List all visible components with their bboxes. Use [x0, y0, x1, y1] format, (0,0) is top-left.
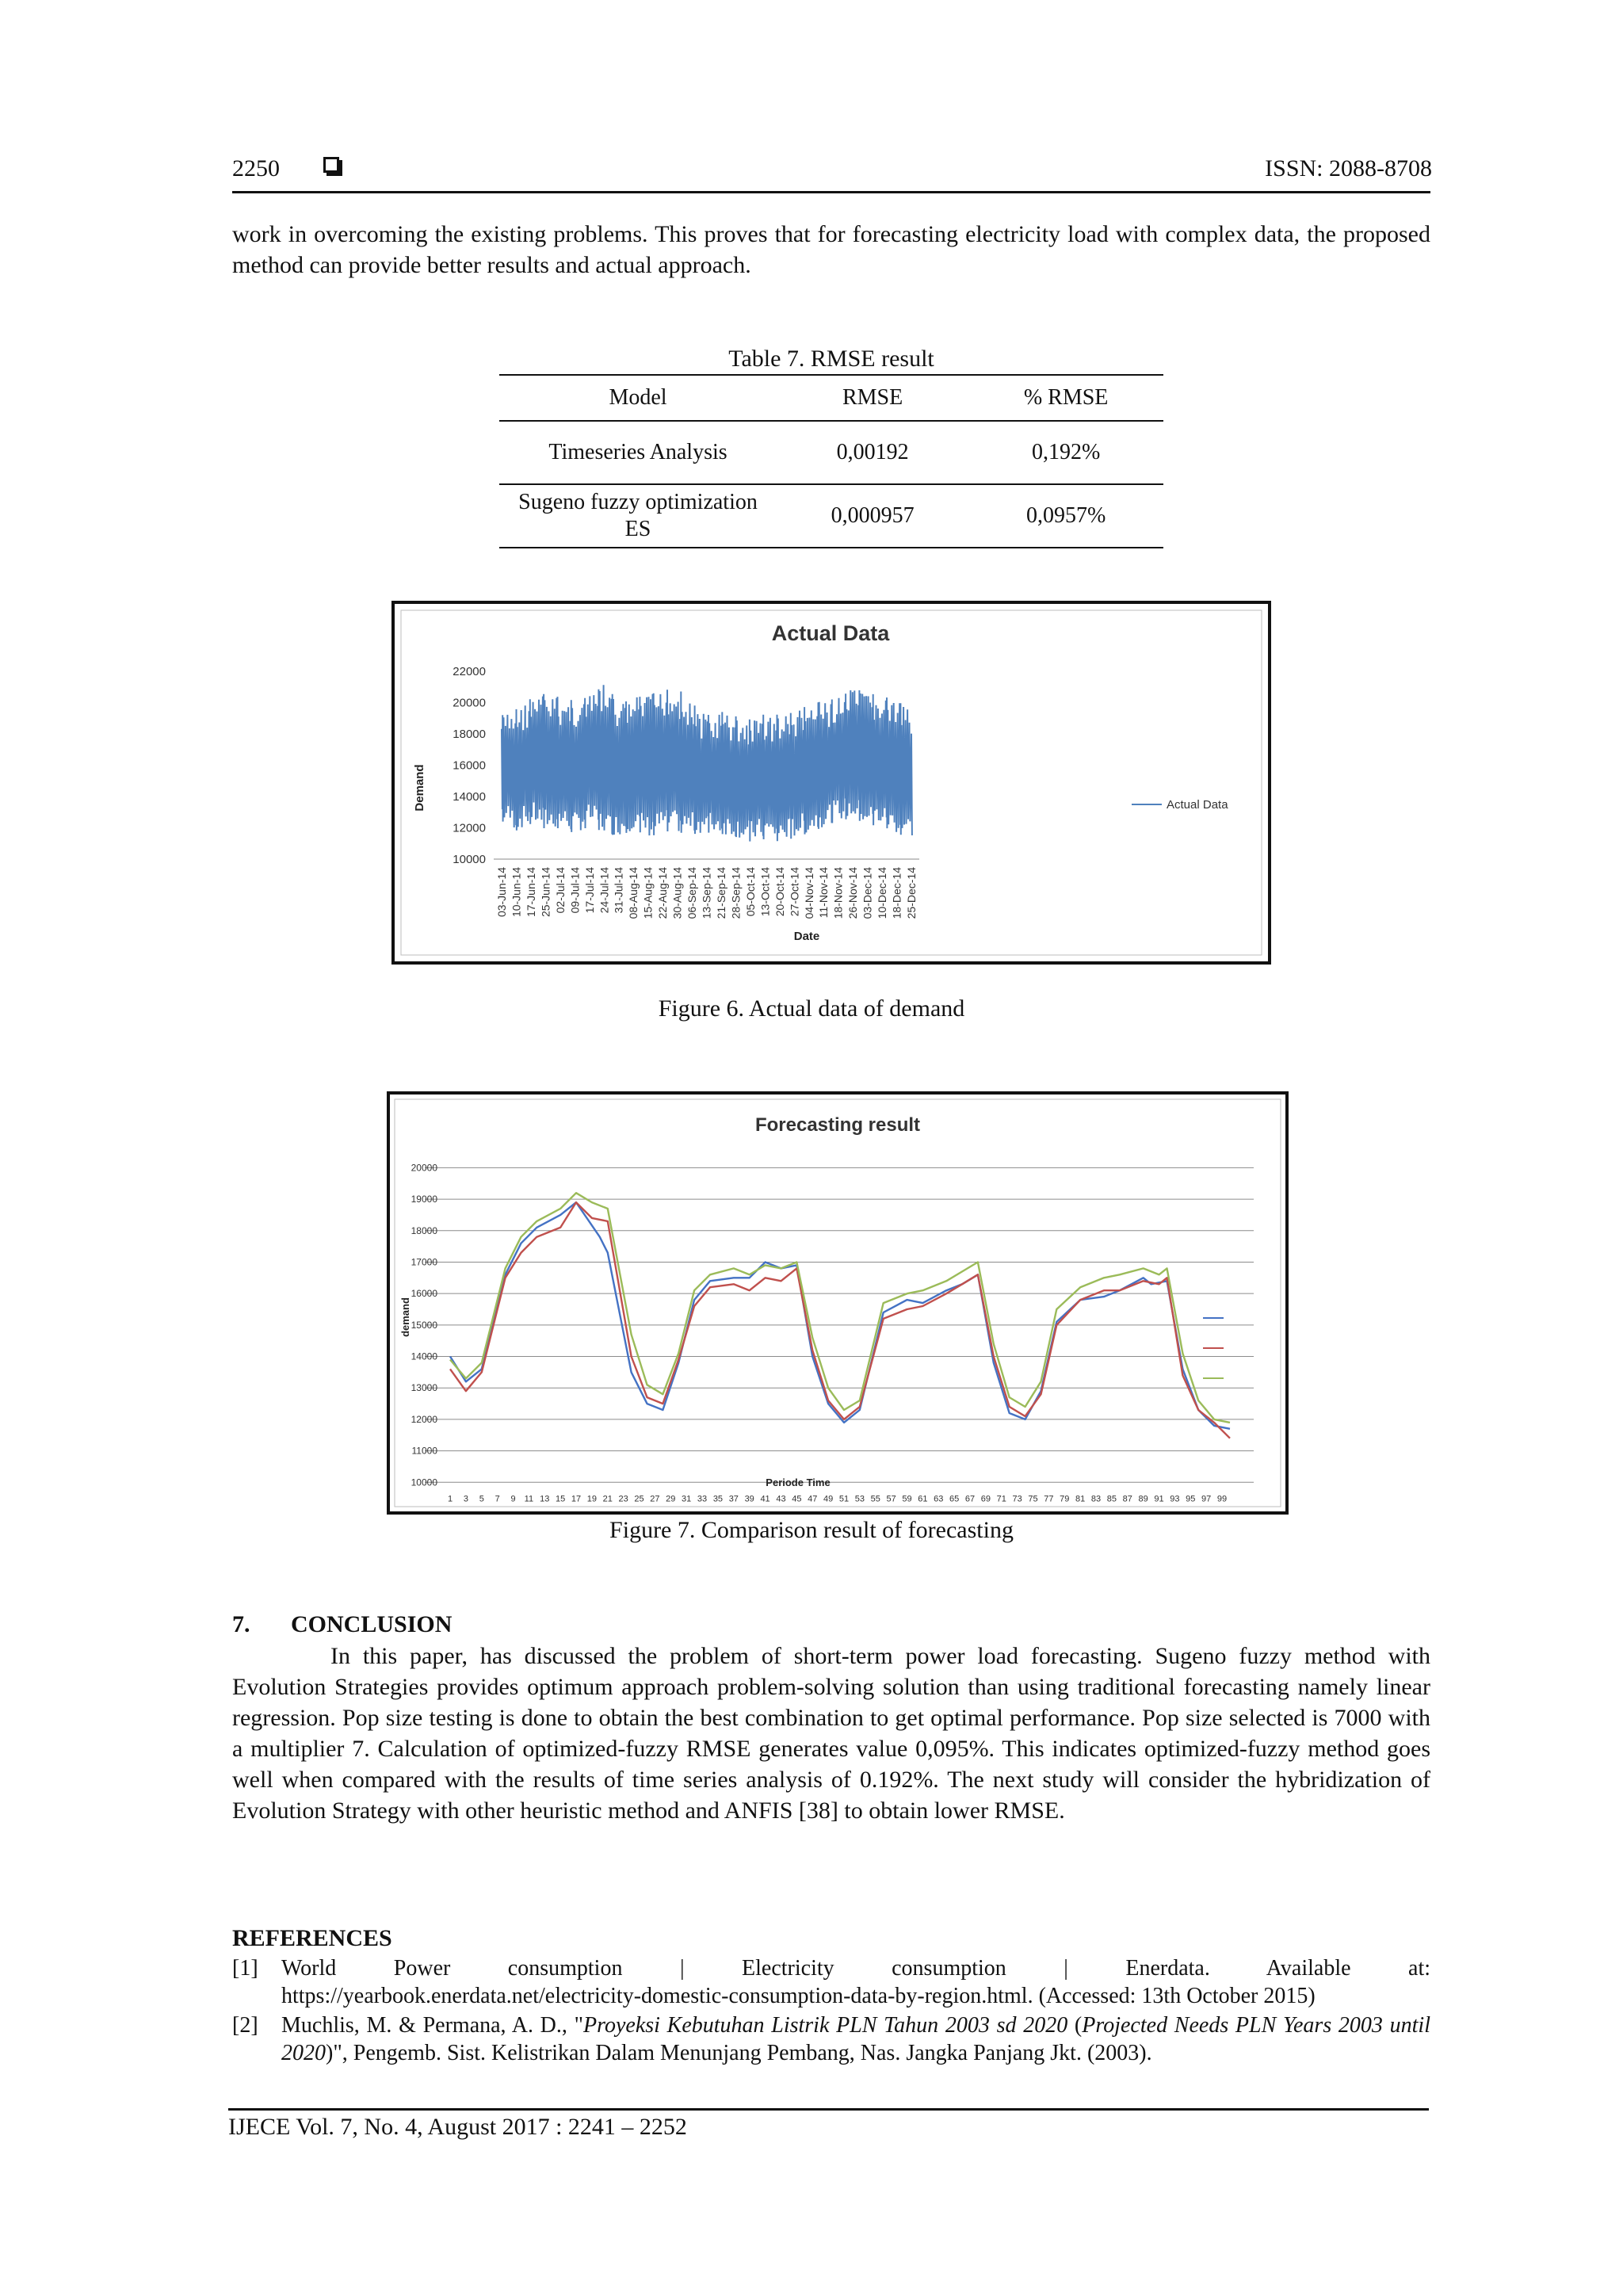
x-tick-label: 71 [996, 1494, 1006, 1504]
x-tick-label: 89 [1138, 1494, 1148, 1504]
x-tick-label: 35 [712, 1494, 724, 1504]
x-tick-label: 02-Jul-14 [553, 867, 567, 914]
x-tick-label: 19 [586, 1494, 598, 1504]
reference-item [232, 1954, 1430, 2010]
x-tick-label: 87 [1122, 1494, 1132, 1504]
y-tick-label: 11000 [411, 1445, 437, 1457]
column-header: RMSE [777, 375, 968, 421]
x-tick-label: 91 [1154, 1494, 1164, 1504]
reference-text: Muchlis, M. & Permana, A. D., "Proyeksi Kebutuhan Listrik PLN Tahun 2003 sd 2020 (Projected Needs PLN Years 2003 until 2020)", Pengemb. Sist. Kelistrikan Dalam Menunjang Pembang, Nas. Jangka Panjang Jkt. (2003). [281, 2013, 1430, 2065]
y-tick-label: 10000 [453, 853, 486, 866]
x-tick-label: 17 [571, 1494, 582, 1504]
x-tick-label: 27-Oct-14 [788, 867, 801, 917]
reference-text: World Power consumption | Electricity consumption | Enerdata. Available at: [281, 1956, 1430, 1981]
y-tick-label: 18000 [411, 1224, 437, 1236]
x-tick-label: 93 [1170, 1494, 1180, 1504]
x-tick-label: 59 [902, 1494, 912, 1504]
x-axis-label: Periode Time [766, 1477, 831, 1488]
x-tick-label: 39 [744, 1494, 754, 1504]
table-row [499, 421, 1163, 484]
x-tick-label: 03-Jun-14 [495, 867, 508, 918]
y-tick-label: 12000 [453, 821, 486, 835]
x-tick-label: 13-Oct-14 [758, 867, 772, 917]
y-tick-label: 14000 [453, 790, 486, 804]
x-tick-label: 05-Oct-14 [743, 867, 757, 917]
rmse-table [499, 374, 1163, 548]
x-tick-label: 7 [495, 1494, 500, 1504]
x-tick-label: 04-Nov-14 [802, 867, 815, 919]
x-tick-label: 73 [1012, 1494, 1022, 1504]
x-tick-label: 1 [447, 1494, 453, 1504]
x-tick-label: 15 [556, 1494, 566, 1504]
x-tick-label: 45 [792, 1494, 802, 1504]
actual-data-chart [395, 604, 1268, 961]
reference-number: [1] [232, 1956, 258, 1981]
x-tick-label: 15-Aug-14 [641, 867, 655, 919]
x-tick-label: 25 [634, 1494, 644, 1504]
conclusion-paragraph: In this paper, has discussed the problem of short-term power load forecasting. Sugeno fuzzy method with Evolution Strategies provides optimum approach problem-solving solution than using traditional forecasting namely linear regression. Pop size testing is done to obtain the best combination to get optimal performance. Pop size selected is 7000 with a multiplier 7. Calculation of optimized-fuzzy RMSE generates value 0,095%. This indicates optimized-fuzzy method goes well when compared with the results of time series analysis of 0.192%. The next study will consider the hybridization of Evolution Strategy with other heuristic method and ANFIS [38] to obtain lower RMSE. [232, 1643, 1430, 1824]
x-tick-label: 31-Jul-14 [612, 867, 625, 914]
y-tick-label: 15000 [411, 1319, 437, 1331]
reference-title-en: Projected Needs PLN Years 2003 until 2020 [281, 2013, 1430, 2065]
y-tick-label: 20000 [453, 696, 486, 710]
x-tick-label: 43 [776, 1494, 786, 1504]
x-tick-label: 23 [618, 1494, 628, 1504]
x-tick-label: 95 [1186, 1494, 1196, 1504]
pct-rmse-cell: 0,192% [968, 421, 1163, 484]
x-tick-label: 49 [823, 1494, 834, 1504]
y-tick-label: 16000 [411, 1288, 437, 1300]
reference-title: Proyeksi Kebutuhan Listrik PLN Tahun 2003 sd 2020 [583, 2013, 1068, 2038]
x-tick-label: 3 [463, 1494, 468, 1504]
x-tick-label: 5 [479, 1494, 484, 1504]
figure-6-frame [391, 601, 1271, 965]
x-tick-label: 53 [854, 1494, 865, 1504]
x-tick-label: 18-Nov-14 [831, 867, 845, 919]
chart-title: Forecasting result [754, 1114, 921, 1136]
x-tick-label: 27 [650, 1494, 660, 1504]
y-tick-label: 16000 [453, 758, 486, 773]
x-axis-label: Date [793, 930, 820, 943]
x-tick-label: 22-Aug-14 [656, 867, 670, 919]
x-tick-label: 17-Jul-14 [582, 867, 596, 914]
y-tick-label: 13000 [411, 1382, 437, 1394]
x-tick-label: 18-Dec-14 [890, 867, 903, 919]
x-tick-label: 08-Aug-14 [627, 867, 640, 919]
rmse-table-block [499, 344, 1163, 548]
section-number: 7. [232, 1611, 250, 1637]
y-tick-label: 18000 [453, 728, 486, 741]
x-tick-label: 10-Dec-14 [876, 867, 889, 919]
x-tick-label: 28-Sep-14 [729, 867, 743, 919]
x-tick-label: 69 [980, 1494, 991, 1504]
x-tick-label: 9 [510, 1494, 516, 1504]
rmse-cell: 0,000957 [777, 484, 968, 548]
table-header-row [499, 375, 1163, 421]
y-tick-label: 14000 [411, 1350, 437, 1362]
figure-6-caption: Figure 6. Actual data of demand [658, 995, 965, 1022]
column-header: % RMSE [968, 375, 1163, 421]
x-tick-label: 41 [760, 1494, 770, 1504]
x-tick-label: 79 [1060, 1494, 1070, 1504]
reference-number: [2] [232, 2013, 258, 2038]
x-tick-label: 24-Jul-14 [598, 867, 611, 914]
x-tick-label: 51 [838, 1494, 850, 1504]
reference-url[interactable]: https://yearbook.enerdata.net/electricity-domestic-consumption-data-by-region.html. (Accessed: 13th October 2015) [281, 1984, 1316, 2008]
x-tick-label: 57 [886, 1494, 896, 1504]
rmse-cell: 0,00192 [777, 421, 968, 484]
references-heading: REFERENCES [232, 1925, 392, 1951]
x-tick-label: 06-Sep-14 [685, 867, 699, 919]
x-tick-label: 10-Jun-14 [510, 867, 523, 918]
x-tick-label: 85 [1106, 1494, 1117, 1504]
pct-rmse-cell: 0,0957% [968, 484, 1163, 548]
figure-7-caption: Figure 7. Comparison result of forecasting [609, 1517, 1014, 1543]
intro-paragraph: work in overcoming the existing problems. This proves that for forecasting electricity load with complex data, the proposed method can provide better results and actual approach. [232, 221, 1430, 278]
x-tick-label: 03-Dec-14 [861, 867, 874, 919]
page-number: 2250 [232, 155, 280, 181]
legend-label: Actual Data [1167, 798, 1228, 812]
header-divider [232, 191, 1430, 193]
section-title: CONCLUSION [291, 1611, 453, 1637]
x-tick-label: 21 [602, 1494, 613, 1504]
section-heading [232, 1611, 452, 1638]
x-tick-label: 65 [949, 1494, 960, 1504]
x-tick-label: 26-Nov-14 [846, 867, 860, 919]
x-tick-label: 61 [918, 1494, 928, 1504]
x-tick-label: 13 [540, 1494, 550, 1504]
table-row [499, 484, 1163, 548]
chart-title: Actual Data [771, 621, 890, 645]
column-header: Model [499, 375, 777, 421]
x-tick-label: 31 [682, 1494, 692, 1504]
model-cell: Sugeno fuzzy optimization ES [499, 484, 777, 548]
x-tick-label: 09-Jul-14 [568, 867, 582, 914]
x-tick-label: 13-Sep-14 [700, 867, 713, 919]
y-tick-label: 19000 [411, 1194, 437, 1205]
x-tick-label: 25-Dec-14 [905, 867, 918, 919]
footer-divider [228, 2108, 1429, 2111]
x-tick-label: 29 [666, 1494, 676, 1504]
y-axis-label: demand [399, 1297, 411, 1337]
x-tick-label: 20-Oct-14 [773, 867, 786, 917]
footer-citation: IJECE Vol. 7, No. 4, August 2017 : 2241 – 2252 [228, 2114, 687, 2140]
x-tick-label: 81 [1075, 1494, 1086, 1504]
x-tick-label: 47 [808, 1494, 818, 1504]
y-tick-label: 10000 [411, 1477, 437, 1488]
issn: ISSN: 2088-8708 [1265, 155, 1432, 181]
x-tick-label: 77 [1044, 1494, 1054, 1504]
y-tick-label: 22000 [453, 665, 486, 678]
x-tick-label: 99 [1216, 1494, 1228, 1504]
x-tick-label: 30-Aug-14 [670, 867, 684, 919]
y-tick-label: 20000 [411, 1162, 437, 1174]
checkbox-square-icon [323, 157, 339, 173]
x-tick-label: 21-Sep-14 [714, 867, 727, 919]
forecasting-result-chart [390, 1095, 1285, 1511]
x-tick-label: 75 [1028, 1494, 1038, 1504]
y-tick-label: 17000 [411, 1256, 437, 1268]
x-tick-label: 97 [1201, 1494, 1212, 1504]
x-tick-label: 11 [524, 1494, 534, 1504]
x-tick-label: 25-Jun-14 [539, 867, 552, 918]
figure-7-frame [387, 1091, 1289, 1515]
x-tick-label: 33 [697, 1494, 708, 1504]
reference-item [232, 2011, 1430, 2067]
table-title: Table 7. RMSE result [728, 346, 934, 372]
x-tick-label: 17-Jun-14 [524, 867, 537, 918]
model-cell: Timeseries Analysis [499, 421, 777, 484]
x-tick-label: 11-Nov-14 [817, 867, 831, 919]
x-tick-label: 63 [934, 1494, 944, 1504]
y-tick-label: 12000 [411, 1413, 437, 1425]
x-tick-label: 83 [1090, 1494, 1102, 1504]
x-tick-label: 55 [870, 1494, 880, 1504]
x-tick-label: 37 [728, 1494, 739, 1504]
x-tick-label: 67 [964, 1494, 976, 1504]
y-axis-label: Demand [413, 764, 426, 812]
